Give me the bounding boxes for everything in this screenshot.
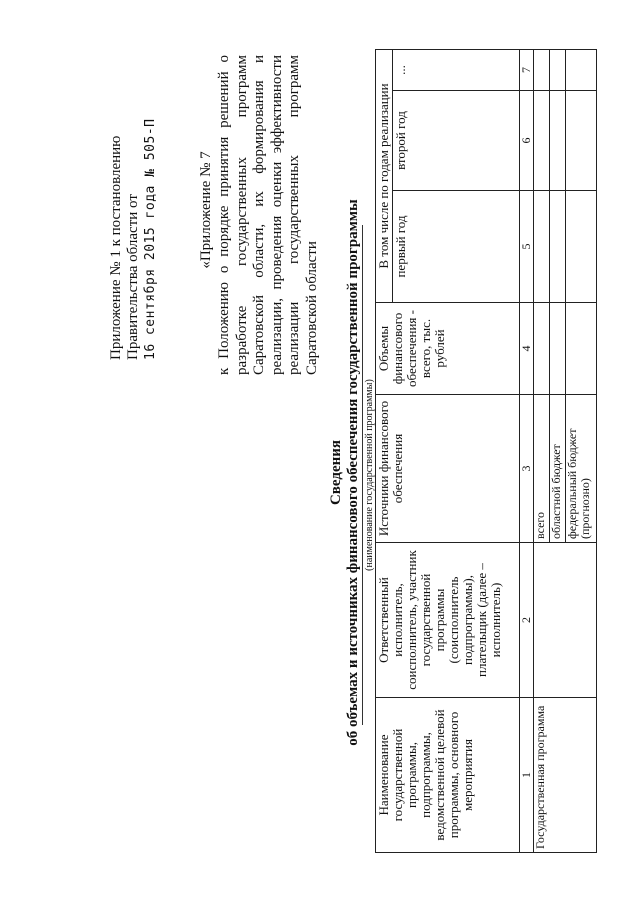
table-number-row (520, 49, 534, 852)
appendix-line-2: Правительства области от (125, 194, 141, 360)
appendix-7-label: «Приложение № 7 (198, 151, 214, 269)
financing-table (375, 49, 597, 853)
row-executor (534, 543, 597, 698)
title-line-1: Сведения (328, 439, 344, 506)
cell-empty (534, 91, 550, 191)
header-year-1: первый год (393, 191, 520, 303)
document-title (328, 100, 362, 845)
cell-empty (566, 49, 597, 90)
source-total: всего (534, 395, 550, 543)
cell-empty (566, 303, 597, 395)
cell-empty (550, 303, 566, 395)
cell-empty (534, 191, 550, 303)
column-number: 3 (520, 395, 534, 543)
column-number: 5 (520, 191, 534, 303)
header-year-2: второй год (393, 91, 520, 191)
title-line-2: об объемах и источниках финансового обеспечения государственной программы (345, 199, 361, 746)
table-row (534, 49, 550, 852)
cell-empty (550, 49, 566, 90)
cell-empty (566, 91, 597, 191)
header-program-name: Наименование государственной программы, подпрограммы, ведомственной целевой программы, основного мероприятия (376, 698, 520, 853)
column-number: 4 (520, 303, 534, 395)
cell-empty (534, 49, 550, 90)
appendix-line-1: Приложение № 1 к постановлению (108, 135, 124, 360)
source-federal-budget: федеральный бюджет (прогнозно) (566, 395, 597, 543)
regulation-reference: к Положению о порядке принятия решений о разработке государственных программ Саратовской области, их формирования и реализации, проведения оценки эффективности реализации государственных программ Саратовской области (216, 55, 320, 375)
header-year-more: ... (393, 49, 520, 90)
appendix-date: 16 сентября 2015 года № 505-П (143, 118, 158, 360)
column-number: 7 (520, 49, 534, 90)
table-header-row (376, 49, 393, 852)
header-total: Объемы финансового обеспечения - всего, тыс. рублей (376, 303, 520, 395)
header-executor: Ответственный исполнитель, соисполнитель, участник государственной программы (соисполнитель подпрограммы), плательщик (далее – исполнитель) (376, 543, 520, 698)
source-regional-budget: областной бюджет (550, 395, 566, 543)
cell-empty (566, 191, 597, 303)
header-sources: Источники финансового обеспечения (376, 395, 520, 543)
header-years-group: В том числе по годам реализации (376, 49, 393, 302)
column-number: 6 (520, 91, 534, 191)
column-number: 2 (520, 543, 534, 698)
cell-empty (534, 303, 550, 395)
column-number: 1 (520, 698, 534, 853)
cell-empty (550, 191, 566, 303)
program-name-caption: (наименование государственной программы) (364, 379, 375, 571)
program-name-line (362, 225, 363, 725)
cell-empty (550, 91, 566, 191)
appendix-header (108, 60, 159, 360)
row-program-name: Государственная программа (534, 698, 597, 853)
